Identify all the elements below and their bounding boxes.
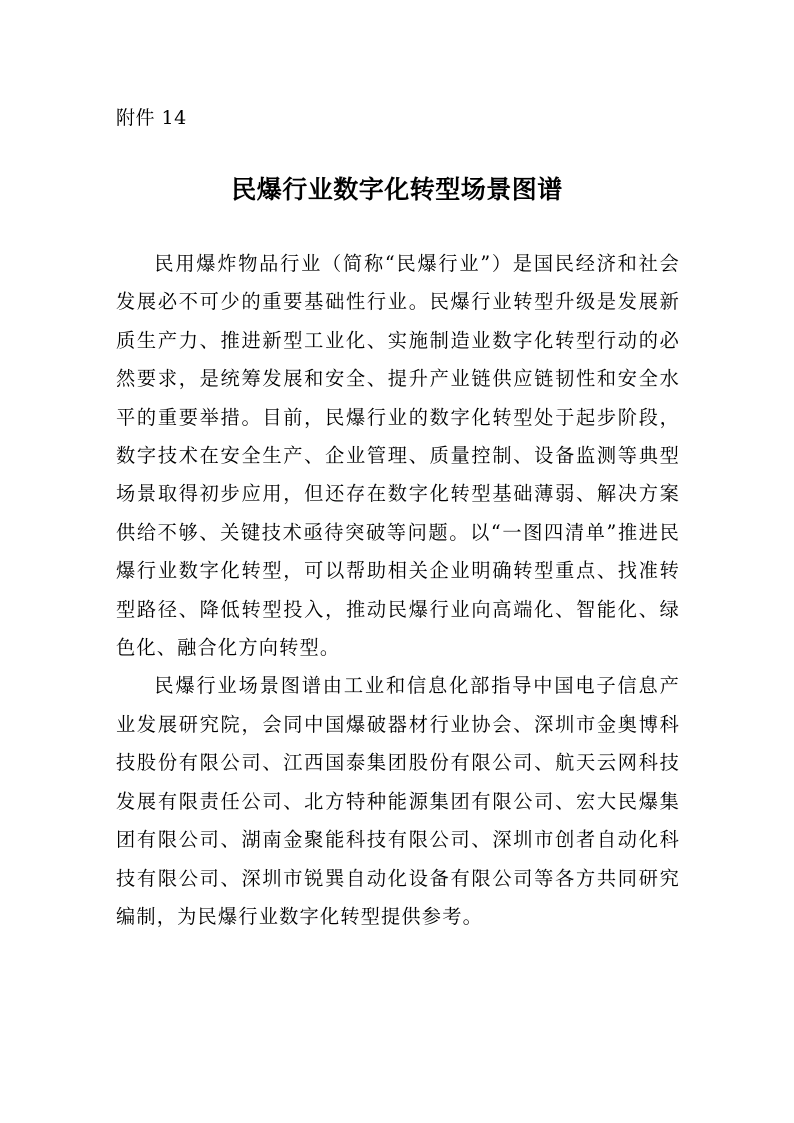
document-body [116,245,680,936]
document-title: 民爆行业数字化转型场景图谱 [231,175,563,204]
attachment-label: 附件 14 [116,107,187,129]
body-paragraph-compilers: 民爆行业场景图谱由工业和信息化部指导中国电子信息产业发展研究院，会同中国爆破器材行业协会、深圳市金奥博科技股份有限公司、江西国泰集团股份有限公司、航天云网科技发展有限责任公司、北方特种能源集团有限公司、宏大民爆集团有限公司、湖南金聚能科技有限公司、深圳市创者自动化科技有限公司、深圳市锐巽自动化设备有限公司等各方共同研究编制，为民爆行业数字化转型提供参考。 [116,674,680,928]
body-paragraph-intro: 民用爆炸物品行业（简称“民爆行业”）是国民经济和社会发展必不可少的重要基础性行业。民爆行业转型升级是发展新质生产力、推进新型工业化、实施制造业数字化转型行动的必然要求，是统筹发展和安全、提升产业链供应链韧性和安全水平的重要举措。目前，民爆行业的数字化转型处于起步阶段，数字技术在安全生产、企业管理、质量控制、设备监测等典型场景取得初步应用，但还存在数字化转型基础薄弱、解决方案供给不够、关键技术亟待突破等问题。以“一图四清单”推进民爆行业数字化转型，可以帮助相关企业明确转型重点、找准转型路径、降低转型投入，推动民爆行业向高端化、智能化、绿色化、融合化方向转型。 [116,252,680,660]
